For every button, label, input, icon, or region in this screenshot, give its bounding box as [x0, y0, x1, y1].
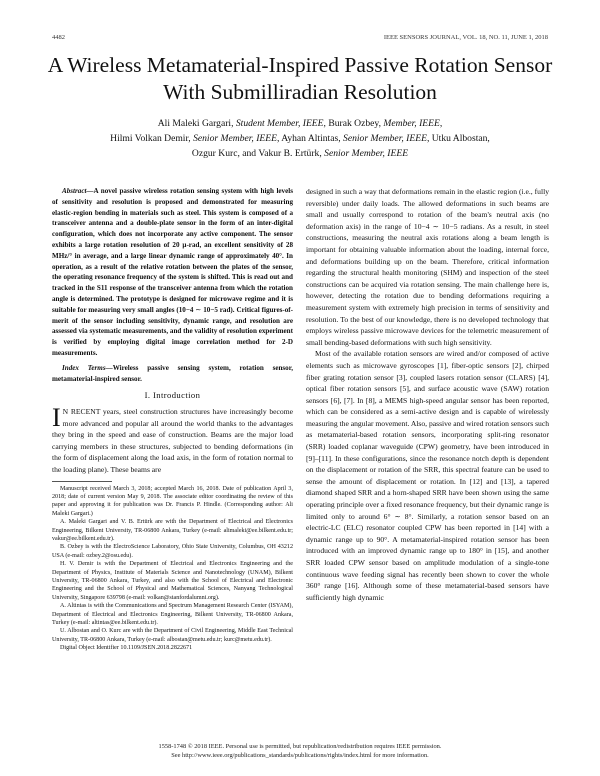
drop-cap: I [52, 402, 61, 432]
footnote: A. Maleki Gargari and V. B. Ertürk are with the Department of Electrical and Electronics Engineering, Bilkent University, TR-06800 Ankara, Turkey (e-mail: alimaleki@ee.bilkent.edu.tr; vakur@ee.bilkent.edu.tr). [52, 519, 293, 542]
body-paragraph: Most of the available rotation sensors are wired and/or composed of active elements such as microwave gyroscopes [1], fiber-optic sensors [2], chirped fiber grating rotation sensor [3], coupled lasers rotation sensor (CLARS) [4], optical fiber rotation sensors [5], and surface acoustic wave (SAW) rotation sensors [6], [7]. In [8], a MEMS high-speed angular sensor has been reported, which can be considered as a semi-active design and is capable of wirelessly measuring the angular movement. Also, passive and wired rotation sensors such as metamaterial-based rotation sensors, incorporating split-ring resonator (SRR) loaded coplanar waveguide (CPW) geometry, have been introduced in [9]–[11]. In these configurations, since the resonance notch depth is dependent on the displacement or rotation of the SRR, this spectral feature can be used to sense the amount of displacement or rotation. In [12] and [13], a tapered diamond shaped SRR and a horn-shaped SRR have been shown using the same operating principle over a fixed resonance frequency, but their dynamic range is limited only to around 6° ∼ 8°. Similarly, a rotation sensor based on an electric-LC (ELC) resonator coupled CPW has been reported in [14] with a dynamic range up to 90°. A metamaterial-inspired rotation sensor has been introduced with an improved dynamic range up to 180° in [15], and another SRR loaded CPW sensor based on amplitude modulation of a single-tone continuous wave feeding signal has recently been shown to cover the whole 360° range [16]. Although some of these metamaterial-based sensors have sufficiently high dynamic [306, 349, 549, 602]
footnote: H. V. Demir is with the Department of Electrical and Electronics Engineering and the Department of Physics, Institute of Materials Science and Nanotechnology (UNAM), Bilkent University, TR-06800 Ankara, Turkey, and also with the School of Electrical and Electronic Engineering and the School of Physical and Mathematical Sciences, Nanyang Technological University, Singapore 639798 (e-mail: volkan@stanfordalumni.org). [52, 561, 293, 601]
footnotes [52, 485, 293, 653]
footnote: Manuscript received March 3, 2018; accepted March 16, 2018. Date of publication April 3, 2018; date of current version May 9, 2018. The associate editor coordinating the review of this paper and approving it for publication was Dr. Francis P. Hindle. (Corresponding author: Ali Maleki Gargari.) [52, 485, 293, 517]
author-line-2: Hilmi Volkan Demir, Senior Member, IEEE, Ayhan Altintas, Senior Member, IEEE, Utku Albostan, [110, 133, 490, 144]
body-paragraph: designed in such a way that deformations remain in the elastic region (i.e., fully reversible) under daily loads. The allowed deformations in such beams are small and usually correspond to rotation of the beam's neutral axis (no deformation axis) in the range of 10−4 ∼ 10−5 radians. As a result, in steel constructions, measuring the neutral axis rotations along a beam length is important for obtaining valuable information about the loading, internal force, and deformations building up on the beam. Therefore, critical information regarding the structural health monitoring (SHM) and inspection of the steel constructions can be acquired via rotation sensing. The main challenge here is, however, detecting the rotation due to bending deformations requiring a measurement system with extremely high precision in terms of sensitivity and resolution. To the best of our knowledge, there is no developed technology that employs wireless passive microwave devices for the telemetric measurement of small bending-based deformations with such high sensitivity. [306, 187, 549, 347]
author-list [52, 116, 548, 161]
footnote-divider [52, 481, 112, 482]
running-header [52, 34, 548, 46]
author-line-3: Ozgur Kurc, and Vakur B. Ertürk, Senior Member, IEEE [191, 148, 409, 159]
copyright-line: 1558-1748 © 2018 IEEE. Personal use is permitted, but republication/redistribution requires IEEE permission. [158, 743, 442, 750]
abstract: Abstract—A novel passive wireless rotation sensing system with high levels of sensitivity and resolution is proposed and demonstrated for measuring elastic-region bending in materials such as steel. This system is composed of a transceiver antenna and a double-plate sensor in the form of an inter-digital configuration, which does not incorporate any active component. The sensor exhibits a large rotation resolution of 20 μ-rad, an excellent sensitivity of 28 MHz/° in average, and a large linear dynamic range of approximately 40°. In operation, as a result of the relative rotation between the plates of the sensor, the operating resonance frequency of the system is shifted. This is read out and tracked in the S11 response of the transceiver antenna from which the rotation angle is determined. The prototype is designed for microwave regime and it is suitable for measuring very small angles (10−4 ∼ 10−5 rad). Critical figures-of-merit of the sensor including sensitivity, dynamic range, and resolution are assessed via systematic measurements, and the validity of resolution experiment is verified by employing digital image correlation method for 2-D measurements. [52, 187, 293, 357]
left-column [52, 186, 293, 653]
rights-line: See http://www.ieee.org/publications_standards/publications/rights/index.html for more information. [171, 752, 429, 759]
paper-title: A Wireless Metamaterial-Inspired Passive Rotation Sensor With Submilliradian Resolution [47, 53, 553, 104]
footnote: U. Albostan and O. Kurc are with the Department of Civil Engineering, Middle East Technical University, TR-06800 Ankara, Turkey (e-mail: albostan@metu.edu.tr; kurc@metu.edu.tr). [52, 628, 293, 643]
footnote: A. Altintas is with the Communications and Spectrum Management Research Center (ISYAM), Department of Electrical and Electronics Engineering, Bilkent University, TR-06800 Ankara, Turkey (e-mail: altintas@ee.bilkent.edu.tr). [52, 603, 293, 626]
author-line-1: Ali Maleki Gargari, Student Member, IEEE, Burak Ozbey, Member, IEEE, [157, 118, 443, 129]
section-heading: I. Introduction [144, 390, 201, 401]
footnote: B. Ozbey is with the ElectroScience Laboratory, Ohio State University, Columbus, OH 43212 USA (e-mail: ozbey.2@osu.edu). [52, 544, 293, 559]
intro-paragraph: IN RECENT years, steel construction structures have increasingly become more advanced and popular all around the world thanks to the advantages they bring in the speed and ease of construction. Beams are the major load carrying members in these structures, subjected to bending deformations (in the form of displacement along the load axis, in the form of rotation normal to the loading plane). These beams are [52, 402, 293, 474]
footnote-doi: Digital Object Identifier 10.1109/JSEN.2018.2822671 [60, 645, 193, 652]
index-terms: Index Terms—Wireless passive sensing system, rotation sensor, metamaterial-inspired sensor. [52, 363, 294, 383]
page-number: 4482 [52, 34, 65, 41]
copyright-footer [52, 742, 548, 760]
journal-name: IEEE SENSORS JOURNAL, VOL. 18, NO. 11, JUNE 1, 2018 [383, 34, 548, 41]
right-column [306, 186, 549, 603]
